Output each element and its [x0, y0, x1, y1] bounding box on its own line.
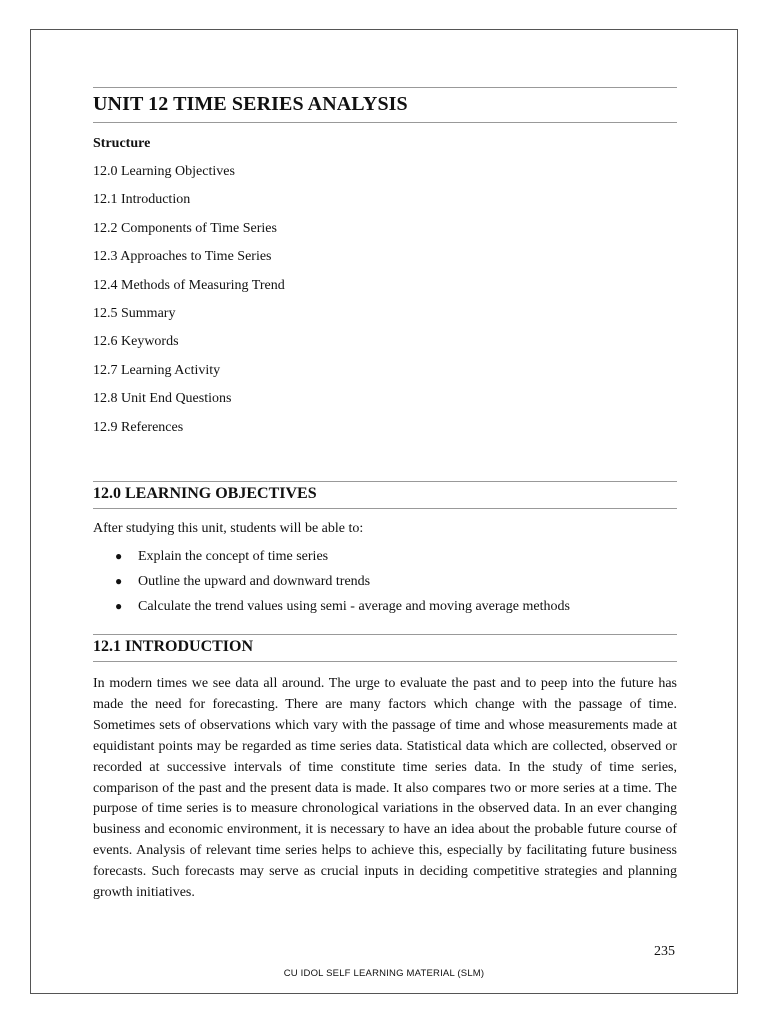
bullet-icon: ● [115, 574, 123, 588]
toc-item: 12.9 References [93, 419, 184, 435]
section-rule-bottom [93, 661, 677, 662]
list-item [93, 549, 677, 574]
introduction-paragraph: In modern times we see data all around. The urge to evaluate the past and to peep into the future has made the need for forecasting. There are many factors which change with the passage of time. Sometimes sets of observations which vary with the passage of time and whose measurements made at equidistant points may be regarded as time series data. Statistical data which are collected, observed or recorded at successive intervals of time constitute time series data. In the study of time series, comparison of the past and the present data is made. It also compares two or more series at a time. The purpose of time series is to measure chronological variations in the observed data. In an ever changing business and economic environment, it is necessary to have an idea about the probable future course of events. Analysis of relevant time series helps to achieve this, especially by facilitating future business forecasts. Such forecasts may serve as crucial inputs in deciding competitive strategies and planning growth initiatives. [93, 676, 677, 901]
toc-item: 12.0 Learning Objectives [93, 164, 235, 179]
introduction-header [93, 634, 677, 662]
bullet-icon: ● [115, 599, 123, 613]
section-rule-top [93, 481, 677, 482]
unit-header [93, 87, 677, 123]
page-footer: CU IDOL SELF LEARNING MATERIAL (SLM) [283, 968, 485, 979]
objectives-intro: After studying this unit, students will be able to: [93, 521, 364, 536]
toc-item: 12.5 Summary [93, 305, 176, 321]
list-item [93, 599, 677, 624]
bullet-text: Explain the concept of time series [138, 549, 329, 564]
objectives-list [93, 549, 677, 624]
toc-item: 12.8 Unit End Questions [93, 391, 232, 407]
structure-heading: Structure [93, 136, 151, 151]
unit-title: UNIT 12 TIME SERIES ANALYSIS [93, 93, 408, 115]
page-number: 235 [654, 944, 675, 959]
toc-item: 12.7 Learning Activity [93, 362, 221, 378]
structure-list [93, 136, 677, 448]
section-rule-top [93, 634, 677, 635]
learning-objectives-body [93, 521, 677, 624]
bullet-text: Calculate the trend values using semi - average and moving average methods [138, 599, 570, 614]
toc-item: 12.1 Introduction [93, 192, 191, 208]
toc-item: 12.3 Approaches to Time Series [93, 249, 272, 265]
toc-item: 12.4 Methods of Measuring Trend [93, 277, 285, 293]
bullet-text: Outline the upward and downward trends [138, 574, 371, 589]
toc-item: 12.2 Components of Time Series [93, 220, 277, 236]
title-underline [93, 122, 677, 123]
document-page [30, 29, 738, 994]
bullet-icon: ● [115, 549, 123, 563]
toc-item: 12.6 Keywords [93, 334, 179, 350]
list-item [93, 574, 677, 599]
section-rule-bottom [93, 508, 677, 509]
section-title: 12.0 LEARNING OBJECTIVES [93, 485, 317, 502]
top-rule [93, 87, 677, 88]
section-title: 12.1 INTRODUCTION [93, 638, 254, 655]
learning-objectives-header [93, 481, 677, 509]
